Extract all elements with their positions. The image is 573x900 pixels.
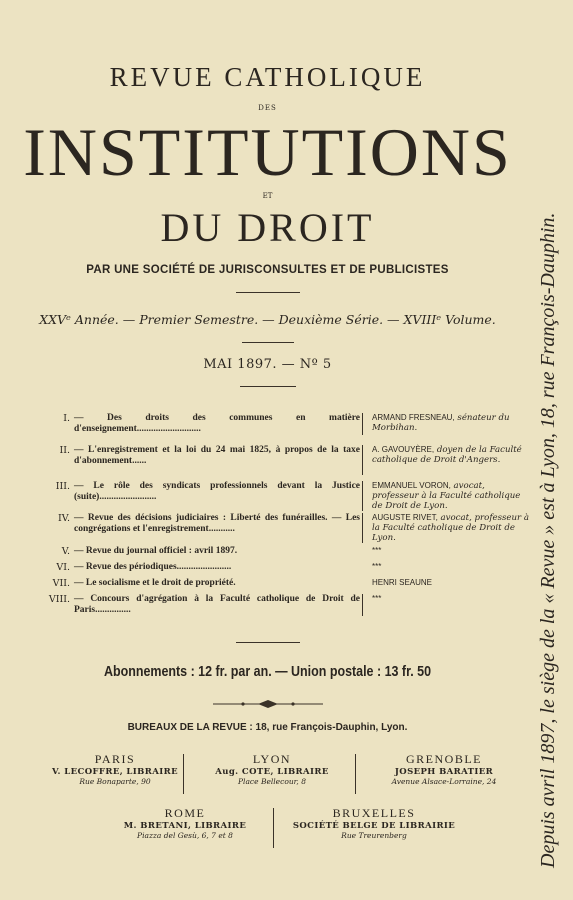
author-description: avocat, professeur à la Faculté catholique de Droit de Lyon. — [372, 513, 529, 543]
title-institutions: INSTITUTIONS — [23, 114, 512, 190]
brace — [362, 481, 369, 511]
toc-number: VI. — [56, 562, 70, 573]
city-paris — [40, 752, 190, 786]
toc-title: — Concours d'agrégation à la Faculté catholique de Droit de Paris............... — [74, 594, 360, 615]
city-name: BRUXELLES — [332, 806, 416, 820]
toc-author — [372, 481, 532, 511]
toc-author — [372, 594, 532, 604]
author-description: sénateur du Morbihan. — [372, 413, 510, 433]
ornament-icon — [213, 699, 323, 709]
toc-number: IV. — [58, 513, 70, 524]
divider — [183, 754, 184, 794]
city-name: ROME — [164, 806, 206, 820]
city-bruxelles — [284, 806, 464, 840]
divider — [236, 292, 300, 293]
divider — [242, 342, 294, 343]
title-du-droit: DU DROIT — [160, 205, 375, 250]
toc-number: I. — [63, 413, 70, 424]
bookseller: SOCIÉTÉ BELGE DE LIBRAIRIE — [292, 821, 456, 831]
bookseller: JOSEPH BARATIER — [394, 767, 494, 777]
author-name: AUGUSTE RIVET, — [372, 513, 438, 522]
author-name: *** — [372, 562, 382, 571]
author-name: *** — [372, 546, 382, 555]
bookseller: M. BRETANI, LIBRAIRE — [123, 821, 247, 831]
toc-number: III. — [55, 481, 70, 492]
toc-title: — Des droits des communes en matière d'enseignement........................... — [74, 413, 360, 434]
city-lyon — [192, 752, 352, 786]
city-grenoble — [358, 752, 530, 786]
subscription-prices: Abonnements : 12 fr. par an. — Union postale : 13 fr. 50 — [103, 664, 432, 680]
title-revue-catholique: REVUE CATHOLIQUE — [109, 62, 426, 92]
toc-author — [372, 578, 532, 588]
brace — [362, 594, 369, 616]
brace — [362, 413, 369, 435]
bookseller: Aug. COTE, LIBRAIRE — [215, 767, 329, 777]
city-address: Avenue Alsace-Lorraine, 24 — [391, 777, 497, 786]
author-name: HENRI SEAUNE — [372, 578, 433, 587]
side-note: Depuis avril 1897, le siège de la « Revue » est à Lyon, 18, rue François-Dauphin. — [537, 212, 559, 868]
divider — [273, 808, 274, 848]
title-des: DES — [258, 104, 277, 112]
city-name: PARIS — [94, 752, 136, 766]
issue-date: MAI 1897. — Nº 5 — [203, 357, 332, 372]
city-name: GRENOBLE — [406, 752, 482, 766]
toc-author — [372, 546, 532, 556]
author-name: *** — [372, 594, 382, 603]
city-address: Rue Treurenberg — [341, 831, 407, 840]
title-et: ET — [262, 192, 273, 200]
author-name: ARMAND FRESNEAU, — [372, 413, 455, 422]
volume-line: XXVᵉ Année. — Premier Semestre. — Deuxième Série. — XVIIIᵉ Volume. — [39, 312, 496, 327]
brace — [362, 513, 369, 543]
toc-number: VII. — [52, 578, 70, 589]
toc-author — [372, 445, 532, 465]
toc-title: — Le rôle des syndicats professionnels devant la Justice (suite)........................ — [74, 481, 360, 502]
divider — [355, 754, 356, 794]
author-description: doyen de la Faculté catholique de Droit d'Angers. — [372, 445, 522, 465]
city-address: Rue Bonaparte, 90 — [79, 777, 151, 786]
author-name: A. GAVOUYÈRE, — [372, 445, 435, 454]
divider — [236, 642, 300, 643]
bookseller: V. LECOFFRE, LIBRAIRE — [52, 767, 178, 777]
toc-number: II. — [59, 445, 70, 456]
toc-author — [372, 413, 532, 433]
toc-number: V. — [61, 546, 70, 557]
subtitle-societe: PAR UNE SOCIÉTÉ DE JURISCONSULTES ET DE PUBLICISTES — [86, 264, 449, 276]
city-rome — [95, 806, 275, 840]
toc-title: — Revue du journal officiel : avril 1897. — [74, 546, 238, 556]
author-description: avocat, professeur à la Faculté catholique de Droit de Lyon. — [372, 481, 521, 511]
author-name: EMMANUEL VORON, — [372, 481, 451, 490]
brace — [362, 445, 369, 475]
toc-author — [372, 562, 532, 572]
divider — [240, 386, 296, 387]
toc-number: VIII. — [48, 594, 70, 605]
office-address: BUREAUX DE LA REVUE : 18, rue François-Dauphin, Lyon. — [127, 722, 408, 733]
toc-title: — L'enregistrement et la loi du 24 mai 1825, à propos de la taxe d'abonnement...... — [74, 445, 360, 466]
city-name: LYON — [252, 752, 292, 766]
toc-author — [372, 513, 532, 543]
city-address: Place Bellecour, 8 — [238, 777, 306, 786]
toc-title: — Revue des périodiques....................... — [74, 562, 232, 572]
toc-title: — Revue des décisions judiciaires : Liberté des funérailles. — Les congrégations et l'enregistrement........... — [74, 513, 360, 534]
toc-title: — Le socialisme et le droit de propriété. — [74, 578, 236, 588]
city-address: Piazza del Gesù, 6, 7 et 8 — [137, 831, 233, 840]
